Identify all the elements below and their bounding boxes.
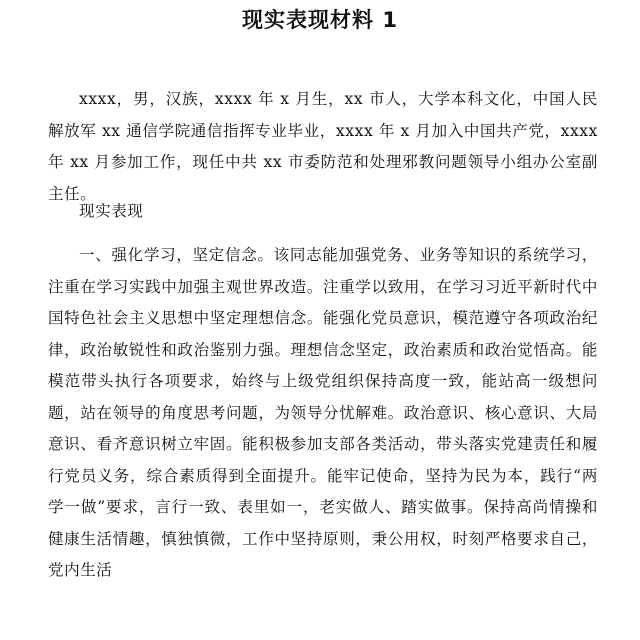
document-title: 现实表现材料 1 bbox=[242, 8, 398, 32]
section-heading: 现实表现 bbox=[79, 202, 144, 220]
body-paragraph: 一、强化学习，坚定信念。该同志能加强党务、业务等知识的系统学习，注重在学习实践中加强主观世界改造。注重学以致用，在学习习近平新时代中国特色社会主义思想中坚定理想信念。能强化党员意识，模范遵守各项政治纪律，政治敏锐性和政治鉴别力强。理想信念坚定，政治素质和政治觉悟高。能模范带头执行各项要求，始终与上级党组织保持高度一致，能站高一级想问题，站在领导的角度思考问题，为领导分忧解难。政治意识、核心意识、大局意识、看齐意识树立牢固。能积极参加支部各类活动，带头落实党建责任和履行党员义务，综合素质得到全面提升。能牢记使命，坚持为民为本，践行“两学一做”要求，言行一致、表里如一，老实做人、踏实做事。保持高尚情操和健康生活情趣，慎独慎微，工作中坚持原则，秉公用权，时刻严格要求自己，党内生活 bbox=[48, 246, 598, 579]
intro-paragraph: xxxx，男，汉族，xxxx 年 x 月生，xx 市人，大学本科文化，中国人民解放军 xx 通信学院通信指挥专业毕业，xxxx 年 x 月加入中国共产党，xxxx 年 xx 月参加工作，现任中共 xx 市委防范和处理邪教问题领导小组办公室副主任。 bbox=[48, 90, 598, 203]
